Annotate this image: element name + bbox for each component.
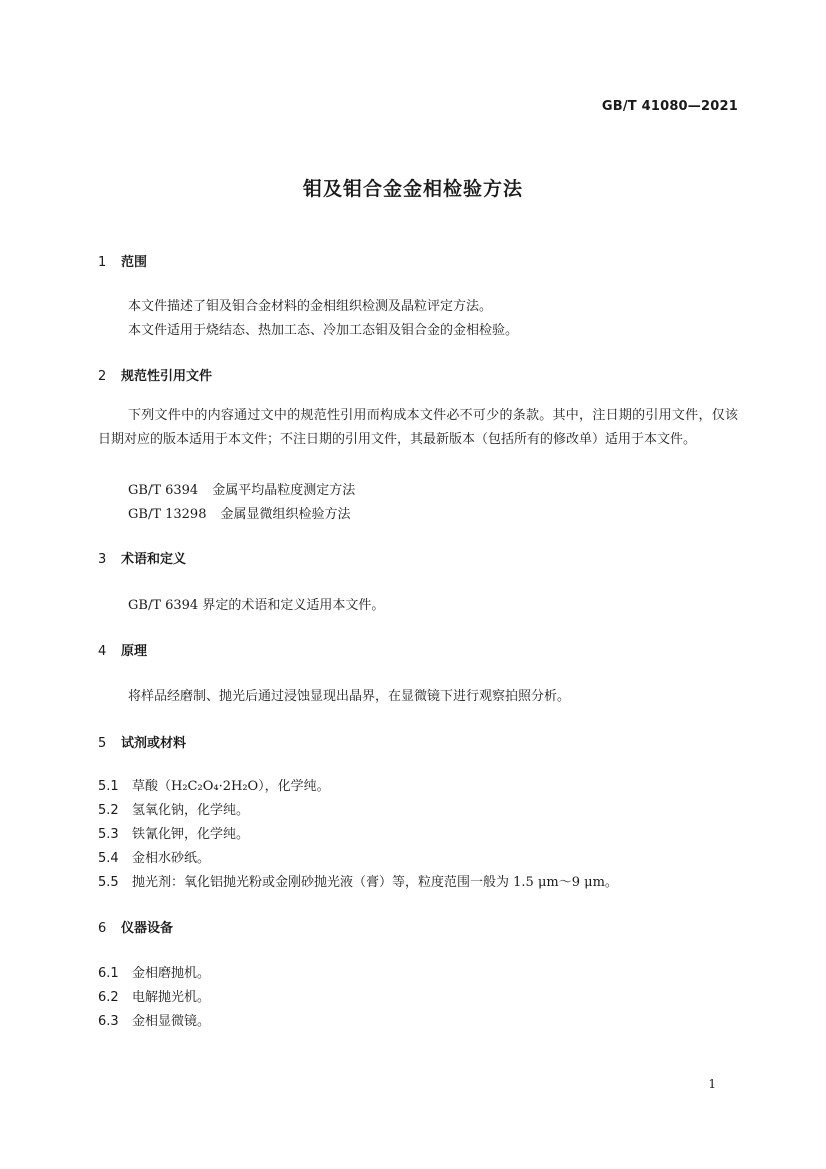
scope-paragraph-2: 本文件适用于烧结态、热加工态、冷加工态钼及钼合金的金相检验。 bbox=[128, 323, 519, 338]
item-text: 金相显微镜。 bbox=[132, 1014, 211, 1029]
section-title: 仪器设备 bbox=[121, 921, 174, 936]
list-item bbox=[98, 823, 249, 842]
normative-references-paragraph: 下列文件中的内容通过文中的规范性引用而构成本文件必不可少的条款。其中，注日期的引用文件，仅该日期对应的版本适用于本文件；不注日期的引用文件，其最新版本（包括所有的修改单）适用于本文件。 bbox=[98, 408, 738, 447]
list-item bbox=[98, 775, 330, 794]
principle-paragraph: 将样品经磨制、抛光后通过浸蚀显现出晶界，在显微镜下进行观察拍照分析。 bbox=[128, 689, 571, 704]
section-title: 试剂或材料 bbox=[121, 736, 187, 751]
section-heading-3 bbox=[98, 548, 186, 567]
section-heading-5 bbox=[98, 732, 186, 751]
item-text: 金相水砂纸。 bbox=[132, 851, 211, 866]
reference-title: 金属平均晶粒度测定方法 bbox=[212, 483, 356, 498]
section-heading-2 bbox=[98, 365, 212, 384]
section-title: 术语和定义 bbox=[121, 552, 187, 567]
item-number: 5.4 bbox=[98, 851, 119, 866]
list-item bbox=[98, 871, 618, 890]
item-number: 5.5 bbox=[98, 875, 119, 890]
item-number: 5.1 bbox=[98, 779, 119, 794]
list-item bbox=[98, 847, 210, 866]
section-number: 3 bbox=[98, 552, 107, 567]
list-item bbox=[98, 1010, 210, 1029]
reference-code: GB/T 13298 bbox=[128, 507, 207, 522]
item-number: 6.3 bbox=[98, 1014, 119, 1029]
reference-item bbox=[128, 503, 351, 522]
section-number: 4 bbox=[98, 644, 107, 659]
document-title: 钼及钼合金金相检验方法 bbox=[302, 178, 523, 200]
list-item bbox=[98, 799, 249, 818]
section-title: 原理 bbox=[121, 644, 148, 659]
section-number: 1 bbox=[98, 255, 107, 270]
item-text: 金相磨抛机。 bbox=[132, 966, 211, 981]
reference-item bbox=[128, 479, 355, 498]
item-text: 铁氰化钾，化学纯。 bbox=[132, 827, 250, 842]
item-number: 5.3 bbox=[98, 827, 119, 842]
section-number: 2 bbox=[98, 369, 107, 384]
standard-number: GB/T 41080—2021 bbox=[601, 99, 738, 114]
item-text: 电解抛光机。 bbox=[132, 990, 211, 1005]
section-number: 5 bbox=[98, 736, 107, 751]
item-number: 6.1 bbox=[98, 966, 119, 981]
item-number: 6.2 bbox=[98, 990, 119, 1005]
reference-title: 金属显微组织检验方法 bbox=[220, 507, 351, 522]
section-title: 规范性引用文件 bbox=[121, 369, 213, 384]
reference-code: GB/T 6394 bbox=[128, 483, 199, 498]
section-heading-4 bbox=[98, 640, 147, 659]
section-heading-6 bbox=[98, 917, 173, 936]
list-item bbox=[98, 962, 210, 981]
item-text: 抛光剂：氧化铝抛光粉或金刚砂抛光液（膏）等，粒度范围一般为 1.5 μm～9 μm。 bbox=[132, 875, 618, 890]
section-number: 6 bbox=[98, 921, 107, 936]
section-title: 范围 bbox=[121, 255, 148, 270]
scope-paragraph-1: 本文件描述了钼及钼合金材料的金相组织检测及晶粒评定方法。 bbox=[128, 299, 493, 314]
list-item bbox=[98, 986, 210, 1005]
item-text: 氢氧化钠，化学纯。 bbox=[132, 803, 250, 818]
item-text: 草酸（H₂C₂O₄·2H₂O），化学纯。 bbox=[132, 779, 330, 794]
terms-paragraph: GB/T 6394 界定的术语和定义适用本文件。 bbox=[128, 598, 385, 613]
section-heading-1 bbox=[98, 251, 147, 270]
item-number: 5.2 bbox=[98, 803, 119, 818]
page-number: 1 bbox=[708, 1077, 716, 1091]
